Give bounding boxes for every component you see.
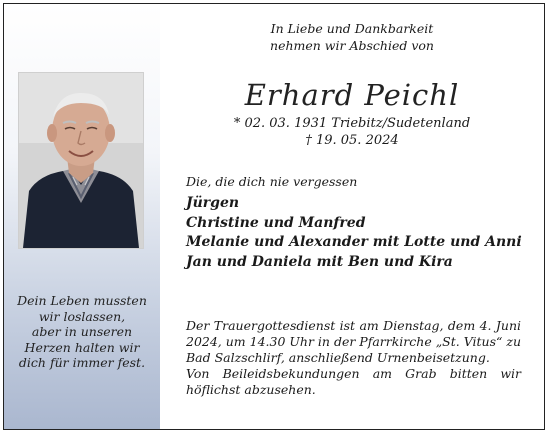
quote-line: Herzen halten wir	[24, 339, 140, 355]
family-list	[186, 194, 526, 272]
mourners-intro: Die, die dich nie vergessen	[186, 174, 358, 189]
family-member: Christine und Manfred	[186, 214, 366, 231]
quote-text	[4, 293, 160, 371]
service-info	[186, 318, 521, 398]
family-member: Jürgen	[186, 195, 240, 211]
intro-line-1: In Liebe und Dankbarkeit	[270, 21, 434, 36]
intro-line-2: nehmen wir Abschied von	[270, 38, 434, 53]
service-paragraph: Der Trauergottesdienst ist am Dienstag, dem 4. Juni 2024, um 14.30 Uhr in der Pfarrkirche „St. Vitus“ zu Bad Salzschlirf, anschließend Urnenbeisetzung.	[186, 318, 522, 365]
left-panel	[4, 4, 160, 429]
quote-line: Dein Leben mussten	[17, 293, 147, 308]
obituary-card	[3, 3, 545, 430]
deceased-name: Erhard Peichl	[244, 78, 460, 112]
birth-date: * 02. 03. 1931 Triebitz/Sudetenland	[233, 116, 471, 131]
death-date: † 19. 05. 2024	[305, 133, 399, 148]
quote-line: aber in unseren	[31, 324, 133, 339]
portrait-illustration	[19, 73, 143, 248]
portrait-photo	[18, 72, 144, 249]
life-dates	[160, 115, 544, 149]
quote-line: dich für immer fest.	[18, 355, 146, 370]
family-member: Jan und Daniela mit Ben und Kira	[186, 253, 453, 270]
right-panel	[160, 4, 544, 429]
quote-line: wir loslassen,	[38, 308, 126, 324]
condolence-note: Von Beileidsbekundungen am Grab bitten wir höflichst abzusehen.	[186, 366, 521, 397]
intro-text	[160, 20, 544, 54]
family-member: Melanie und Alexander mit Lotte und Anni	[186, 234, 522, 250]
